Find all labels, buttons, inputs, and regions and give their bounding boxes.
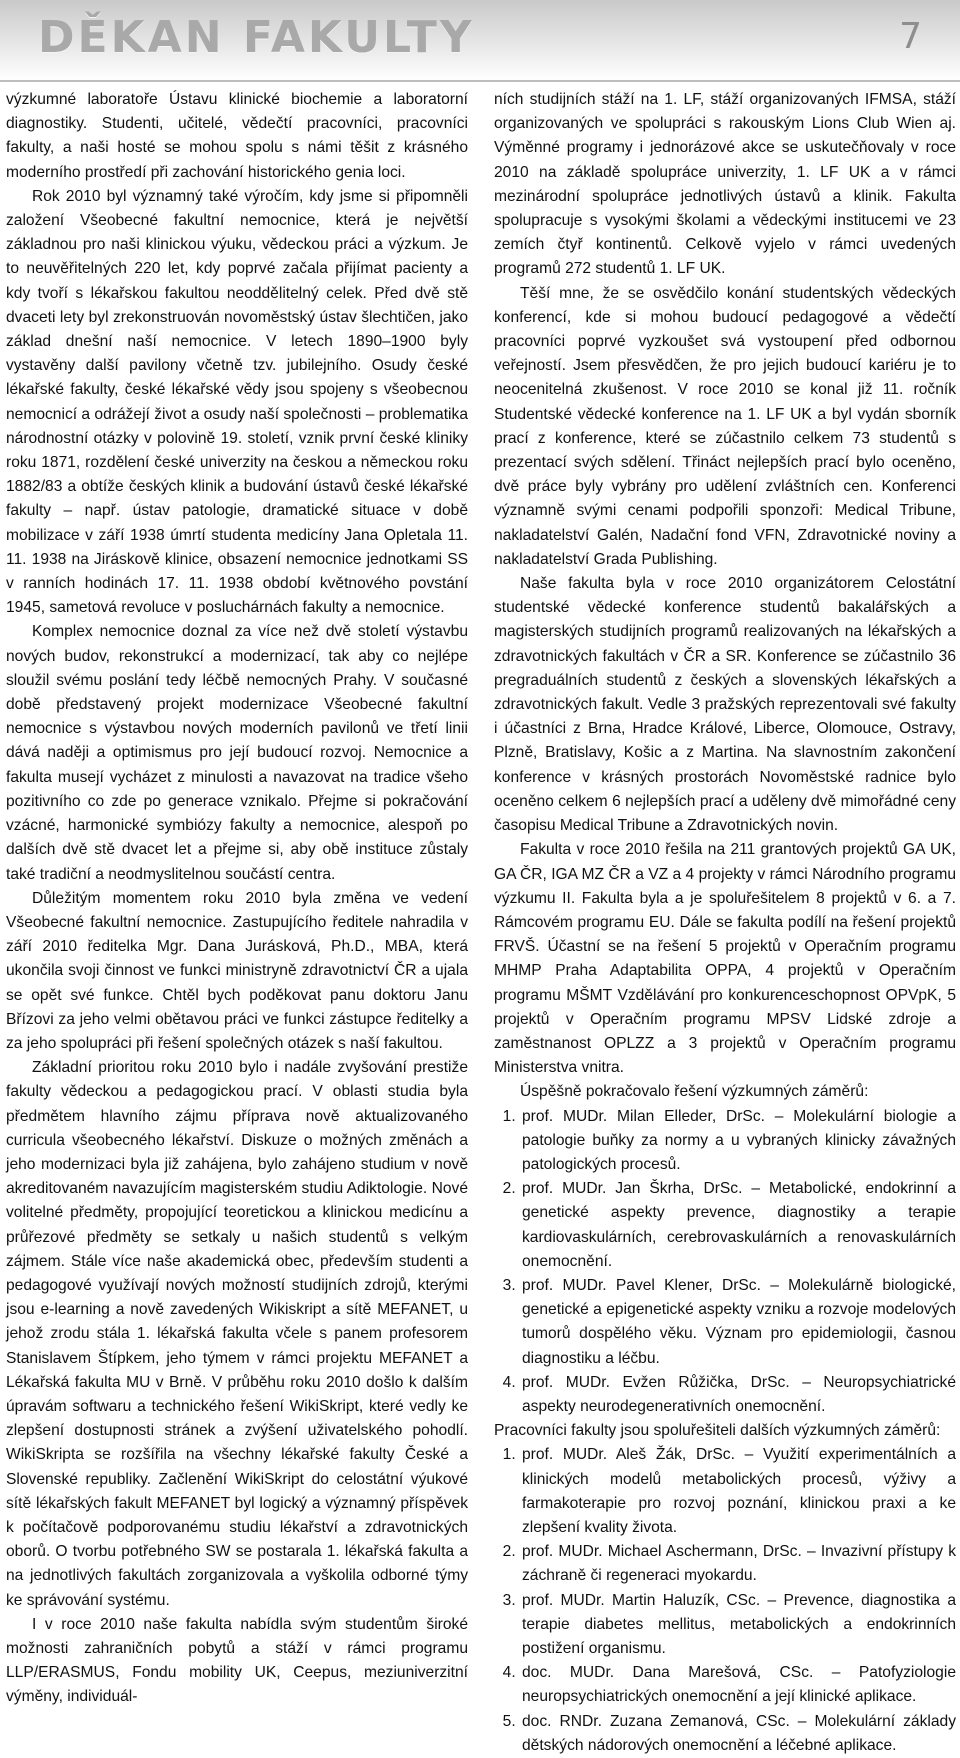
section-title: DĚKAN FAKULTY bbox=[38, 12, 475, 63]
paragraph: Úspěšně pokračovalo řešení výzkumných záměrů: bbox=[520, 1083, 869, 1101]
list-item: 1. prof. MUDr. Aleš Žák, DrSc. – Využití experimentálních a klinických modelů metabolických procesů, výživy a farmakoterapie pro rozvoj poznání, klinickou praxi a ke zlepšení kvality života. bbox=[520, 1443, 956, 1540]
paragraph: Fakulta v roce 2010 řešila na 211 grantových projektů GA UK, GA ČR, IGA MZ ČR a VZ a 4 projekty v rámci Národního programu výzkumu II. Fakulta byla a je spoluřešitelem 8 projektů v 6. a 7. Rámcovém programu EU. Dále se fakulta podílí na řešení projektů FRVŠ. Účastní se na řešení 5 projektů v Operačním programu MHMP Praha Adaptabilita OPPA, 4 projektů v Operačním programu MŠMT Vzdělávání pro konkurenceschopnost OPVpK, 5 projektů v Operačním programu MPSV Lidské zdroje a zaměstnanost OPLZZ a 3 projektů v Operačním programu Ministerstva vnitra. bbox=[494, 841, 956, 1077]
paragraph: Důležitým momentem roku 2010 byla změna ve vedení Všeobecné fakultní nemocnice. Zastupujícího ředitele nahradila v září 2010 ředitelka Mgr. Dana Jurásková, Ph.D., MBA, která ukončila svoji činnost ve funkci ministryně zdravotnictví ČR a ujala se opět své funkce. Chtěl bych poděkovat panu doktoru Janu Břízovi za jeho velmi obětavou práci ve funkci zástupce ředitelky a za jeho spolupráci při řešení společných otázek s naší fakultou. bbox=[6, 889, 468, 1052]
paragraph: Naše fakulta byla v roce 2010 organizátorem Celostátní studentské vědecké konference studentů bakalářských a magisterských studijních programů realizovaných na lékařských a zdravotnických fakultách v ČR a SR. Konference se zúčastnilo 36 pregraduálních studentů z českých a slovenských lékařských a zdravotnických fakult. Vedle 3 pražských reprezentovali své fakulty i účastníci z Brna, Hradce Králové, Liberce, Olomouce, Ostravy, Plzně, Bratislavy, Košic a z Martina. Na slavnostním zakončení konference v krásných prostorách Novoměstské radnice bylo oceněno celkem 6 nejlepších prací a uděleny dvě mimořádné ceny časopisu Medical Tribune a Zdravotnických novin. bbox=[494, 575, 956, 835]
list-item: 1. prof. MUDr. Milan Elleder, DrSc. – Molekulární biologie a patologie buňky za normy a u vybraných klinicky závažných patologických procesů. bbox=[520, 1105, 956, 1178]
right-column bbox=[494, 88, 956, 1758]
list-item: 4. prof. MUDr. Evžen Růžička, DrSc. – Neuropsychiatrické aspekty neurodegenerativních onemocnění. bbox=[520, 1371, 956, 1419]
page-header bbox=[0, 0, 960, 82]
list-item: 4. doc. MUDr. Dana Marešová, CSc. – Patofyziologie neuropsychiatrických onemocnění a její klinické aplikace. bbox=[520, 1661, 956, 1709]
research-list-cosolved bbox=[494, 1443, 956, 1758]
list-item: 5. doc. RNDr. Zuzana Zemanová, CSc. – Molekulární základy dětských nádorových onemocnění a léčebné aplikace. bbox=[520, 1710, 956, 1758]
paragraph: Základní prioritou roku 2010 bylo i nadále zvyšování prestiže fakulty vědeckou a pedagogickou prací. V oblasti studia byla předmětem hlavního zájmu příprava nově aktualizovaného curricula všeobecného lékařství. Diskuze o možných změnách a jeho modernizaci byla již zahájena, bylo zahájeno studium v nově akreditovaném navazujícím magisterském studiu Adiktologie. Nové volitelné předměty, propojující teoretickou a klinickou medicínu a průřezové předměty se setkaly u našich studentů s velkým zájmem. Stále více naše akademická obec, především studenti a pedagogové využívají nových možností studijních zdrojů, kterými jsou e-learning a nově zavedených Wikiskript a sítě MEFANET, u jehož zrodu stála 1. lékařská fakulta včele s panem profesorem Stanislavem Štípkem, jeho týmem v rámci projektu MEFANET a Lékařská fakulta MU v Brně. V průběhu roku 2010 došlo k dalším úpravám softwaru a technického řešení WikiSkript, které vedly ke zlepšení dostupnosti stránek a zvýšení uživatelského pohodlí. WikiSkripta se rozšířila na všechny lékařské fakulty České a Slovenské republiky. Začlenění WikiSkript do celostátní výukové sítě lékařských fakult MEFANET byl logický a významný příspěvek k počítačově podporovanému studiu lékařství a zdravotnických oborů. O tvorbu potřebného SW se postarala 1. lékařská fakulta a na jednotlivých fakultách zorganizovala a vyškolila odborné týmy ke správování systému. bbox=[6, 1059, 468, 1609]
paragraph: ních studijních stáží na 1. LF, stáží organizovaných IFMSA, stáží organizovaných ve spolupráci s rakouským Lions Club Wien aj. Výměnné programy i jednorázové akce se uskutečňovaly v roce 2010 na základě spolupráce univerzity, 1. LF UK a v rámci mezinárodní spolupráce jednotlivých ústavů a klinik. Fakulta spolupracuje s vysokými školami a vědeckými institucemi ve 23 zemích čtyř kontinentů. Celkově vyjelo v rámci uvedených programů 272 studentů 1. LF UK. bbox=[494, 91, 956, 278]
paragraph: výzkumné laboratoře Ústavu klinické biochemie a laboratorní diagnostiky. Studenti, učitelé, vědečtí pracovníci, pracovníci fakulty, a naši hosté se mohou spolu s námi těšit z krásného moderního prostředí při zachování historického genia loci. bbox=[6, 91, 468, 181]
page-number: 7 bbox=[899, 16, 922, 57]
list-item: 3. prof. MUDr. Pavel Klener, DrSc. – Molekulárně biologické, genetické a epigenetické aspekty vzniku a rozvoje modelových tumorů dospělého věku. Význam pro epidemiologii, časnou diagnostiku a léčbu. bbox=[520, 1274, 956, 1371]
research-list-main bbox=[494, 1105, 956, 1420]
paragraph: Rok 2010 byl významný také výročím, kdy jsme si připomněli založení Všeobecné fakultní nemocnice, která je největší základnou pro naši klinickou výuku, vědeckou práci a výzkum. Je to neuvěřitelných 220 let, kdy poprvé začala přijímat pacienty a kdy tvoří s lékařskou fakultou neoddělitelný celek. Před dvě stě dvaceti lety byl zrekonstruován novoměstský ústav šlechtičen, jako základ dnešní naší nemocnice. V letech 1890–1900 byly vystavěny další pavilony včetně tzv. jubilejního. Osudy české lékařské fakulty, české lékařské vědy jsou spojeny s všeobecnou nemocnicí a odrážejí život a osudy naší společnosti – problematika národnostní otázky v polovině 19. století, vznik první české kliniky roku 1871, rozdělení české univerzity na českou a německou roku 1882/83 a obtíže českých klinik a budování ústavů české lékařské fakulty – např. ústav patologie, dramatické situace v době mobilizace v září 1938 úmrtí studenta medicíny Jana Opletala 11. 11. 1938 na Jiráskově klinice, obsazení nemocnice jednotkami SS v ranních hodinách 17. 11. 1938 období květnového povstání 1945, sametová revoluce v posluchárnách fakulty a nemocnice. bbox=[6, 187, 468, 617]
paragraph: Těší mne, že se osvědčilo konání studentských vědeckých konferencí, kde si mohou budoucí pedagogové a vědečtí pracovníci poprvé vyzkoušet svá vystoupení před odbornou veřejností. Jsem přesvědčen, že pro jejich budoucí kariéru je to neocenitelná zkušenost. V roce 2010 se konal již 11. ročník Studentské vědecké konference na 1. LF UK a byl vydán sborník prací z konference, které se zúčastnilo celkem 73 studentů s prezentací svých sdělení. Třináct nejlepších prací bylo oceněno, dvě práce byly vybrány pro udělení zvláštních cen. Konferenci významně svými cenami podpořili sponzoři: Medical Tribune, nakladatelství Galén, Nadační fond VFN, Zdravotnické noviny a nakladatelství Grada Publishing. bbox=[494, 284, 956, 568]
list-item: 2. prof. MUDr. Michael Aschermann, DrSc. – Invazivní přístupy k záchraně či regeneraci myokardu. bbox=[520, 1540, 956, 1588]
list-item: 2. prof. MUDr. Jan Škrha, DrSc. – Metabolické, endokrinní a genetické aspekty prevence, diagnostiky a terapie kardiovaskulárních, cerebrovaskulárních a renovaskulárních onemocnění. bbox=[520, 1177, 956, 1274]
paragraph: Komplex nemocnice doznal za více než dvě století výstavbu nových budov, rekonstrukcí a modernizací, tak aby co nejlépe sloužil svému poslání tedy léčbě nemocných Prahy. V současné době představený projekt modernizace Všeobecné fakultní nemocnice s výstavbou nových moderních pavilonů ve třetí linii dává naději a optimismus pro její budoucí rozvoj. Nemocnice a fakulta musejí vycházet z minulosti a navazovat na tradice všeho pozitivního co zde po generace vznikalo. Přejme si pokračování vzácné, harmonické symbiózy fakulty a nemocnice, alespoň po dalších dvě stě dvacet let a přejme si, aby obě instituce zůstaly také tradiční a neodmyslitelnou součástí centra. bbox=[6, 623, 468, 883]
paragraph: Pracovníci fakulty jsou spoluřešiteli dalších výzkumných záměrů: bbox=[494, 1422, 941, 1440]
list-item: 3. prof. MUDr. Martin Haluzík, CSc. – Prevence, diagnostika a terapie diabetes mellitus, metabolických a endokrinních postižení organismu. bbox=[520, 1589, 956, 1662]
left-column bbox=[6, 88, 468, 1710]
paragraph: I v roce 2010 naše fakulta nabídla svým studentům široké možnosti zahraničních pobytů a stáží v rámci programu LLP/ERASMUS, Fondu mobility UK, Ceepus, meziuniverzitní výměny, individuál- bbox=[6, 1615, 468, 1706]
